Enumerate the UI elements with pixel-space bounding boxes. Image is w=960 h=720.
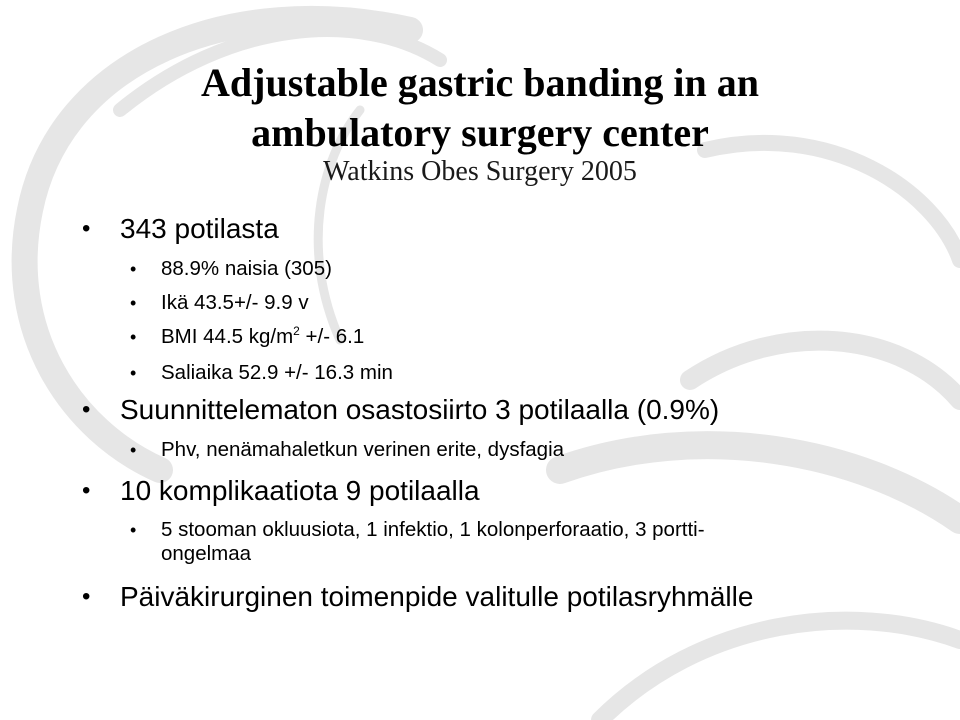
bullet-dot: • [130,520,137,540]
slide-subtitle: Watkins Obes Surgery 2005 [323,156,637,187]
bullet-dot: • [82,215,91,242]
bullet-text-line-2: ongelmaa [161,542,252,565]
bullet-text: 88.9% naisia (305) [161,257,332,280]
bullet-complications [82,474,480,508]
bullet-text: Suunnittelematon osastosiirto 3 potilaalla (0.9%) [120,394,720,425]
bullet-dot: • [130,363,137,383]
sub-bullet-transfer-reasons [130,438,565,462]
bmi-text: BMI 44.5 kg/m [161,325,294,348]
title-line-1: Adjustable gastric banding in an [201,60,759,105]
bullet-dot: • [130,440,137,460]
sub-bullet-operating-time [130,361,393,385]
bmi-text-post: +/- 6.1 [299,325,365,348]
bullet-text: 10 komplikaatiota 9 potilaalla [120,475,480,506]
bullet-dot: • [82,477,91,504]
bullet-unplanned-transfer [82,393,720,427]
bullet-text: Phv, nenämahaletkun verinen erite, dysfagia [161,438,565,461]
bullet-dot: • [130,293,137,313]
title-line-2: ambulatory surgery center [251,110,709,155]
bmi-superscript: 2 [293,324,300,338]
bullet-text-line-1: 5 stooman okluusiota, 1 infektio, 1 kolonperforaatio, 3 portti- [161,518,705,541]
sub-bullet-complication-details [130,518,705,566]
bullet-patients [82,212,279,246]
bullet-text: 343 potilasta [120,213,279,244]
bullet-dot: • [130,327,137,347]
bullet-dot: • [130,259,137,279]
bullet-text: Päiväkirurginen toimenpide valitulle potilasryhmälle [120,581,754,612]
bullet-text: Saliaika 52.9 +/- 16.3 min [161,361,393,384]
sub-bullet-bmi [130,324,365,349]
bullet-text: Ikä 43.5+/- 9.9 v [161,291,309,314]
bullet-day-surgery [82,580,754,614]
sub-bullet-women [130,257,332,281]
bullet-dot: • [82,583,91,610]
bullet-dot: • [82,396,91,423]
sub-bullet-age [130,291,309,315]
